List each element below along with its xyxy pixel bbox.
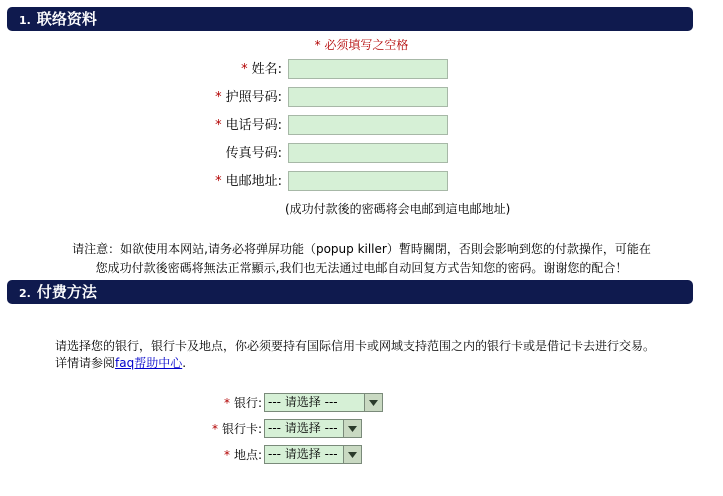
fax-input[interactable]	[288, 143, 448, 163]
bank-label: * 银行:	[223, 396, 262, 410]
payment-instructions	[55, 338, 665, 372]
payment-text-end: .	[182, 356, 187, 370]
required-star: *	[223, 396, 230, 410]
section-title: 联络资料	[36, 10, 97, 28]
required-star: *	[241, 62, 248, 77]
email-label: * 电邮地址:	[215, 174, 282, 189]
chevron-down-icon[interactable]	[364, 394, 382, 411]
phone-input[interactable]	[288, 115, 448, 135]
card-label: * 银行卡:	[211, 422, 262, 436]
phone-label: * 电话号码:	[215, 118, 282, 133]
bank-select[interactable]	[264, 393, 383, 412]
required-star: *	[215, 118, 222, 133]
required-note: * 必须填写之空格	[314, 38, 409, 52]
location-select-value: --- 请选择 ---	[268, 447, 338, 461]
email-note: (成功付款後的密碼将会电邮到這电邮地址)	[285, 202, 511, 216]
faq-help-link[interactable]: faq帮助中心	[115, 356, 183, 370]
payment-text: 请选择您的银行，银行卡及地点，你必须要持有国际信用卡或网域支持范围之内的银行卡或是借记卡去进行交易。详情请参阅	[55, 339, 656, 370]
section-header-payment	[7, 280, 693, 304]
card-select[interactable]	[264, 419, 362, 438]
section-header-contact	[7, 7, 693, 31]
name-input[interactable]	[288, 59, 448, 79]
chevron-down-icon[interactable]	[343, 420, 361, 437]
required-star: *	[211, 422, 218, 436]
required-star: *	[223, 448, 230, 462]
card-select-value: --- 请选择 ---	[268, 421, 338, 435]
popup-notice	[0, 240, 723, 278]
notice-line-1: 请注意：如欲使用本网站,请务必将弹屏功能（popup killer）暫時關閉，否則会影响到您的付款操作，可能在	[72, 242, 651, 256]
location-select[interactable]	[264, 445, 362, 464]
section-number: 2.	[19, 287, 31, 300]
email-input[interactable]	[288, 171, 448, 191]
required-star: *	[215, 90, 222, 105]
bank-select-value: --- 请选择 ---	[268, 395, 338, 409]
section-title: 付费方法	[36, 283, 97, 301]
location-label: * 地点:	[223, 448, 262, 462]
notice-line-2: 您成功付款後密碼将無法正常顯示,我们也无法通过电邮自动回复方式告知您的密码。谢谢您的配合！	[95, 261, 628, 275]
name-label: * 姓名:	[241, 62, 282, 77]
passport-input[interactable]	[288, 87, 448, 107]
required-star: *	[215, 174, 222, 189]
passport-label: * 护照号码:	[215, 90, 282, 105]
section-number: 1.	[19, 14, 31, 27]
fax-label: 传真号码:	[225, 146, 282, 161]
chevron-down-icon[interactable]	[343, 446, 361, 463]
